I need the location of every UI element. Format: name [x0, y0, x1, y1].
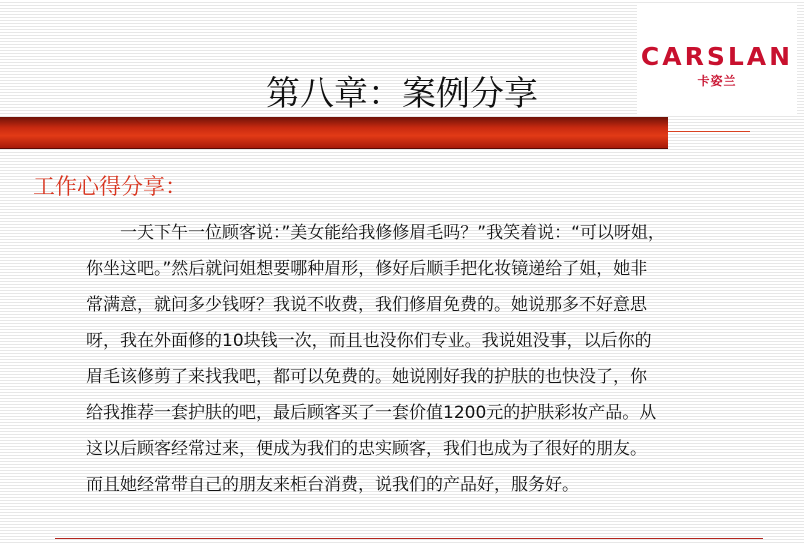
- body-line: 这以后顾客经常过来，便成为我们的忠实顾客，我们也成为了很好的朋友。: [86, 439, 647, 459]
- body-paragraph: [86, 215, 766, 503]
- body-line: 呀，我在外面修的10块钱一次，而且也没你们专业。我说姐没事，以后你的: [86, 331, 652, 351]
- section-heading: 工作心得分享：: [33, 175, 188, 200]
- body-line: 一天下午一位顾客说：”美女能给我修修眉毛吗？”我笑着说：“可以呀姐，: [120, 223, 665, 243]
- body-line: 常满意，就问多少钱呀？我说不收费，我们修眉免费的。她说那多不好意思: [86, 295, 647, 315]
- footer-divider-line: [55, 538, 763, 539]
- page-title: 第八章：案例分享: [266, 74, 538, 114]
- body-line: 给我推荐一套护肤的吧，最后顾客买了一套价值1200元的护肤彩妆产品。从: [86, 403, 657, 423]
- body-line: 眉毛该修剪了来找我吧，都可以免费的。她说刚好我的护肤的也快没了，你: [86, 367, 647, 387]
- title-decoration-bar: [0, 117, 668, 148]
- brand-logo-subtext: 卡姿兰: [697, 74, 737, 88]
- brand-logo-text: CARSLAN: [640, 42, 794, 71]
- title-divider-line: [668, 131, 750, 132]
- body-line: 而且她经常带自己的朋友来柜台消费，说我们的产品好，服务好。: [86, 475, 579, 495]
- body-line: 你坐这吧。”然后就问姐想要哪种眉形，修好后顺手把化妆镜递给了姐，她非: [86, 259, 648, 279]
